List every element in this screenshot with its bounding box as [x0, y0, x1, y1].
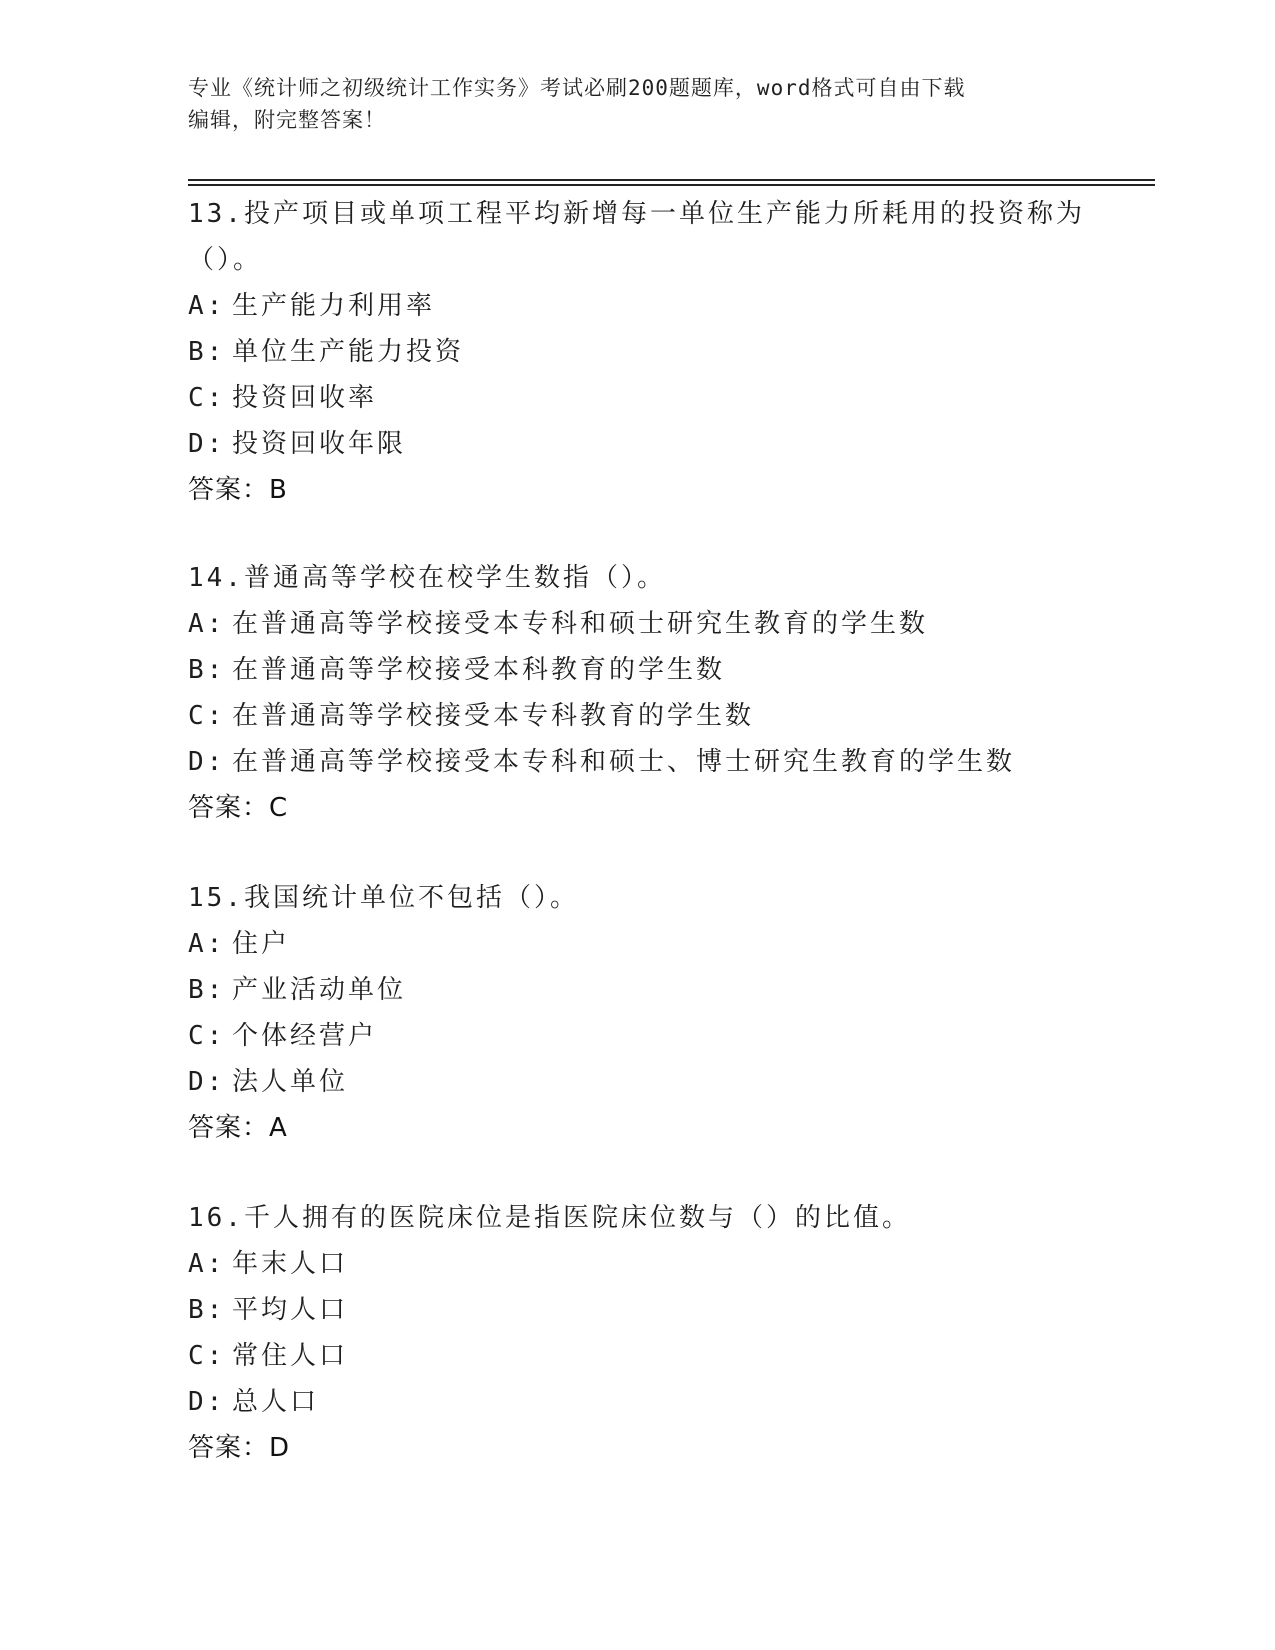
- option-key: A:: [188, 1249, 226, 1279]
- question-15: [188, 875, 1088, 1151]
- question-16: [188, 1195, 1088, 1471]
- option-text: 生产能力利用率: [232, 291, 436, 321]
- option-a: [188, 921, 1088, 967]
- answer: 答案：C: [188, 793, 289, 823]
- option-a: [188, 1241, 1088, 1287]
- option-a: [188, 601, 1088, 647]
- option-c: [188, 1333, 1088, 1379]
- option-d: [188, 421, 1088, 467]
- option-key: C:: [188, 701, 226, 731]
- option-key: B:: [188, 655, 226, 685]
- option-text: 投资回收年限: [232, 429, 407, 459]
- option-key: C:: [188, 1341, 226, 1371]
- option-key: D:: [188, 1387, 226, 1417]
- option-key: C:: [188, 1021, 226, 1051]
- option-c: [188, 375, 1088, 421]
- option-text: 投资回收率: [232, 383, 378, 413]
- question-stem: 14.普通高等学校在校学生数指（）。: [188, 563, 666, 593]
- header-divider-top: [188, 179, 1155, 181]
- option-text: 平均人口: [232, 1295, 349, 1325]
- question-14: [188, 555, 1088, 831]
- option-key: A:: [188, 929, 226, 959]
- option-c: [188, 693, 1088, 739]
- option-c: [188, 1013, 1088, 1059]
- option-b: [188, 329, 1088, 375]
- question-stem: 15.我国统计单位不包括（）。: [188, 883, 579, 913]
- option-key: A:: [188, 609, 226, 639]
- option-text: 单位生产能力投资: [232, 337, 465, 367]
- question-13: [188, 191, 1088, 513]
- option-d: [188, 1379, 1088, 1425]
- option-key: A:: [188, 291, 226, 321]
- document-header: [188, 72, 1078, 136]
- option-text: 在普通高等学校接受本专科教育的学生数: [232, 701, 755, 731]
- option-key: C:: [188, 383, 226, 413]
- option-text: 个体经营户: [232, 1021, 378, 1051]
- answer: 答案：A: [188, 1113, 288, 1143]
- option-text: 法人单位: [232, 1067, 349, 1097]
- option-b: [188, 967, 1088, 1013]
- option-text: 常住人口: [232, 1341, 349, 1371]
- option-key: D:: [188, 1067, 226, 1097]
- option-key: B:: [188, 1295, 226, 1325]
- option-d: [188, 1059, 1088, 1105]
- option-text: 在普通高等学校接受本专科和硕士、博士研究生教育的学生数: [232, 747, 1016, 777]
- option-b: [188, 647, 1088, 693]
- option-b: [188, 1287, 1088, 1333]
- question-stem: 16.千人拥有的医院床位是指医院床位数与（）的比值。: [188, 1203, 911, 1233]
- option-key: D:: [188, 429, 226, 459]
- question-stem: 13.投产项目或单项工程平均新增每一单位生产能力所耗用的投资称为（）。: [188, 199, 1085, 275]
- option-text: 住户: [232, 929, 291, 959]
- header-line-2: 编辑，附完整答案！: [188, 108, 386, 132]
- option-text: 在普通高等学校接受本科教育的学生数: [232, 655, 726, 685]
- answer: 答案：B: [188, 475, 288, 505]
- option-text: 产业活动单位: [232, 975, 407, 1005]
- option-text: 总人口: [232, 1387, 320, 1417]
- option-key: B:: [188, 975, 226, 1005]
- header-line-1: 专业《统计师之初级统计工作实务》考试必刷200题题库，word格式可自由下载: [188, 76, 966, 100]
- option-key: B:: [188, 337, 226, 367]
- option-a: [188, 283, 1088, 329]
- option-text: 在普通高等学校接受本专科和硕士研究生教育的学生数: [232, 609, 929, 639]
- option-text: 年末人口: [232, 1249, 349, 1279]
- option-key: D:: [188, 747, 226, 777]
- header-divider-bottom: [188, 184, 1155, 186]
- answer: 答案：D: [188, 1433, 291, 1463]
- option-d: [188, 739, 1088, 785]
